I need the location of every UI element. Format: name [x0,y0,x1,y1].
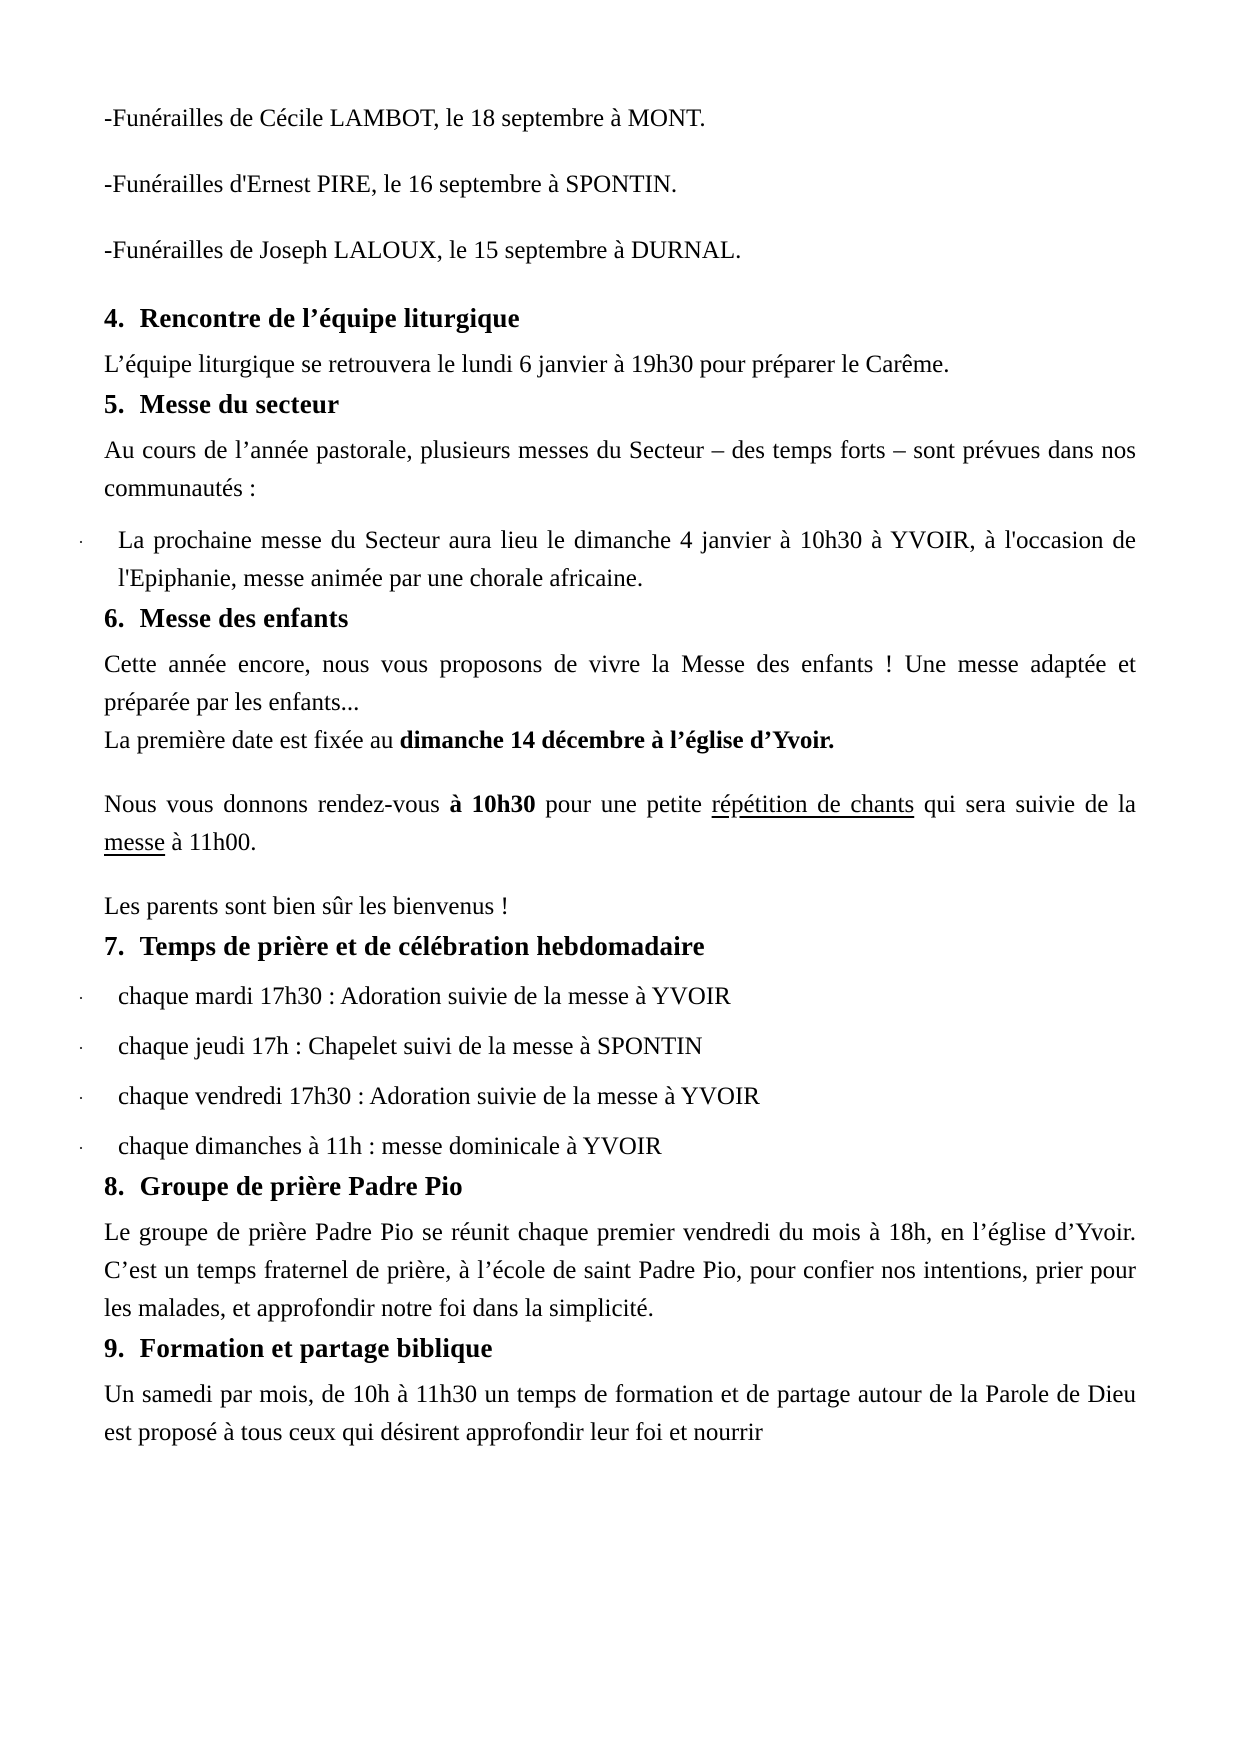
paragraph-text: à 11h00. [165,829,257,856]
section-6-title: Messe des enfants [139,603,349,633]
section-6-paragraph-1 [104,646,1136,760]
section-8-paragraph: Le groupe de prière Padre Pio se réunit chaque premier vendredi du mois à 18h, en l’église d’Yvoir. C’est un temps fraternel de prière, à l’école de saint Padre Pio, pour confier nos intentions, prier pour les malades, et approfondir notre foi dans la simplicité. [104,1219,1136,1322]
section-8-title: Groupe de prière Padre Pio [139,1171,463,1201]
section-4-number: 4. [104,303,125,333]
section-8-heading [104,1166,1136,1206]
schedule-item: chaque dimanches à 11h : messe dominicale à YVOIR [118,1133,662,1160]
bullet-marker: · [78,1088,84,1108]
section-5-title: Messe du secteur [139,389,340,419]
section-6-number: 6. [104,603,125,633]
paragraph-text: Cette année encore, nous vous proposons de vivre la Messe des enfants ! Une messe adaptée et préparée par les enfants... [104,651,1136,716]
underlined-text: répétition de chants [711,791,915,818]
bullet-marker: · [78,1138,84,1158]
schedule-item: chaque jeudi 17h : Chapelet suivi de la messe à SPONTIN [118,1033,703,1060]
section-7-title: Temps de prière et de célébration hebdomadaire [139,931,705,961]
underlined-text: messe [104,829,166,856]
funeral-line: -Funérailles de Joseph LALOUX, le 15 septembre à DURNAL. [104,237,742,264]
section-5-intro: Au cours de l’année pastorale, plusieurs messes du Secteur – des temps forts – sont prévues dans nos communautés : [104,437,1136,502]
paragraph-text: pour une petite [535,791,712,818]
paragraph-text: Nous vous donnons rendez-vous [104,791,450,818]
bullet-item [78,522,1136,598]
section-5-heading [104,384,1136,424]
bullet-item [78,1128,1136,1166]
bullet-item [78,978,1136,1016]
bullet-marker: · [78,1038,84,1058]
section-5-bullet-text: La prochaine messe du Secteur aura lieu le dimanche 4 janvier à 10h30 à YVOIR, à l'occasion de l'Epiphanie, messe animée par une chorale africaine. [118,527,1136,592]
paragraph-text: qui sera suivie de la [914,791,1137,818]
section-4-paragraph: L’équipe liturgique se retrouvera le lundi 6 janvier à 19h30 pour préparer le Carême. [104,351,950,378]
funeral-line: -Funérailles de Cécile LAMBOT, le 18 septembre à MONT. [104,105,706,132]
section-5-number: 5. [104,389,125,419]
section-6-heading [104,598,1136,638]
bullet-marker: · [78,532,84,552]
bullet-item [78,1078,1136,1116]
section-9-paragraph: Un samedi par mois, de 10h à 11h30 un temps de formation et de partage autour de la Parole de Dieu est proposé à tous ceux qui désirent approfondir leur foi et nourrir [104,1381,1136,1446]
bold-date-text: dimanche 14 décembre à l’église d’Yvoir. [399,727,835,754]
paragraph-text: La première date est fixée au [104,727,400,754]
section-9-title: Formation et partage biblique [139,1333,493,1363]
funeral-line: -Funérailles d'Ernest PIRE, le 16 septembre à SPONTIN. [104,171,678,198]
section-4-heading [104,298,1136,338]
schedule-item: chaque mardi 17h30 : Adoration suivie de la messe à YVOIR [118,983,731,1010]
section-9-number: 9. [104,1333,125,1363]
section-6-paragraph-2 [104,786,1136,862]
bullet-marker: · [78,988,84,1008]
bullet-item [78,1028,1136,1066]
schedule-item: chaque vendredi 17h30 : Adoration suivie de la messe à YVOIR [118,1083,760,1110]
section-6-paragraph-3: Les parents sont bien sûr les bienvenus ! [104,893,509,920]
section-7-heading [104,926,1136,966]
section-4-title: Rencontre de l’équipe liturgique [139,303,520,333]
section-7-number: 7. [104,931,125,961]
bold-time-text: à 10h30 [449,791,536,818]
section-9-heading [104,1328,1136,1368]
section-8-number: 8. [104,1171,125,1201]
